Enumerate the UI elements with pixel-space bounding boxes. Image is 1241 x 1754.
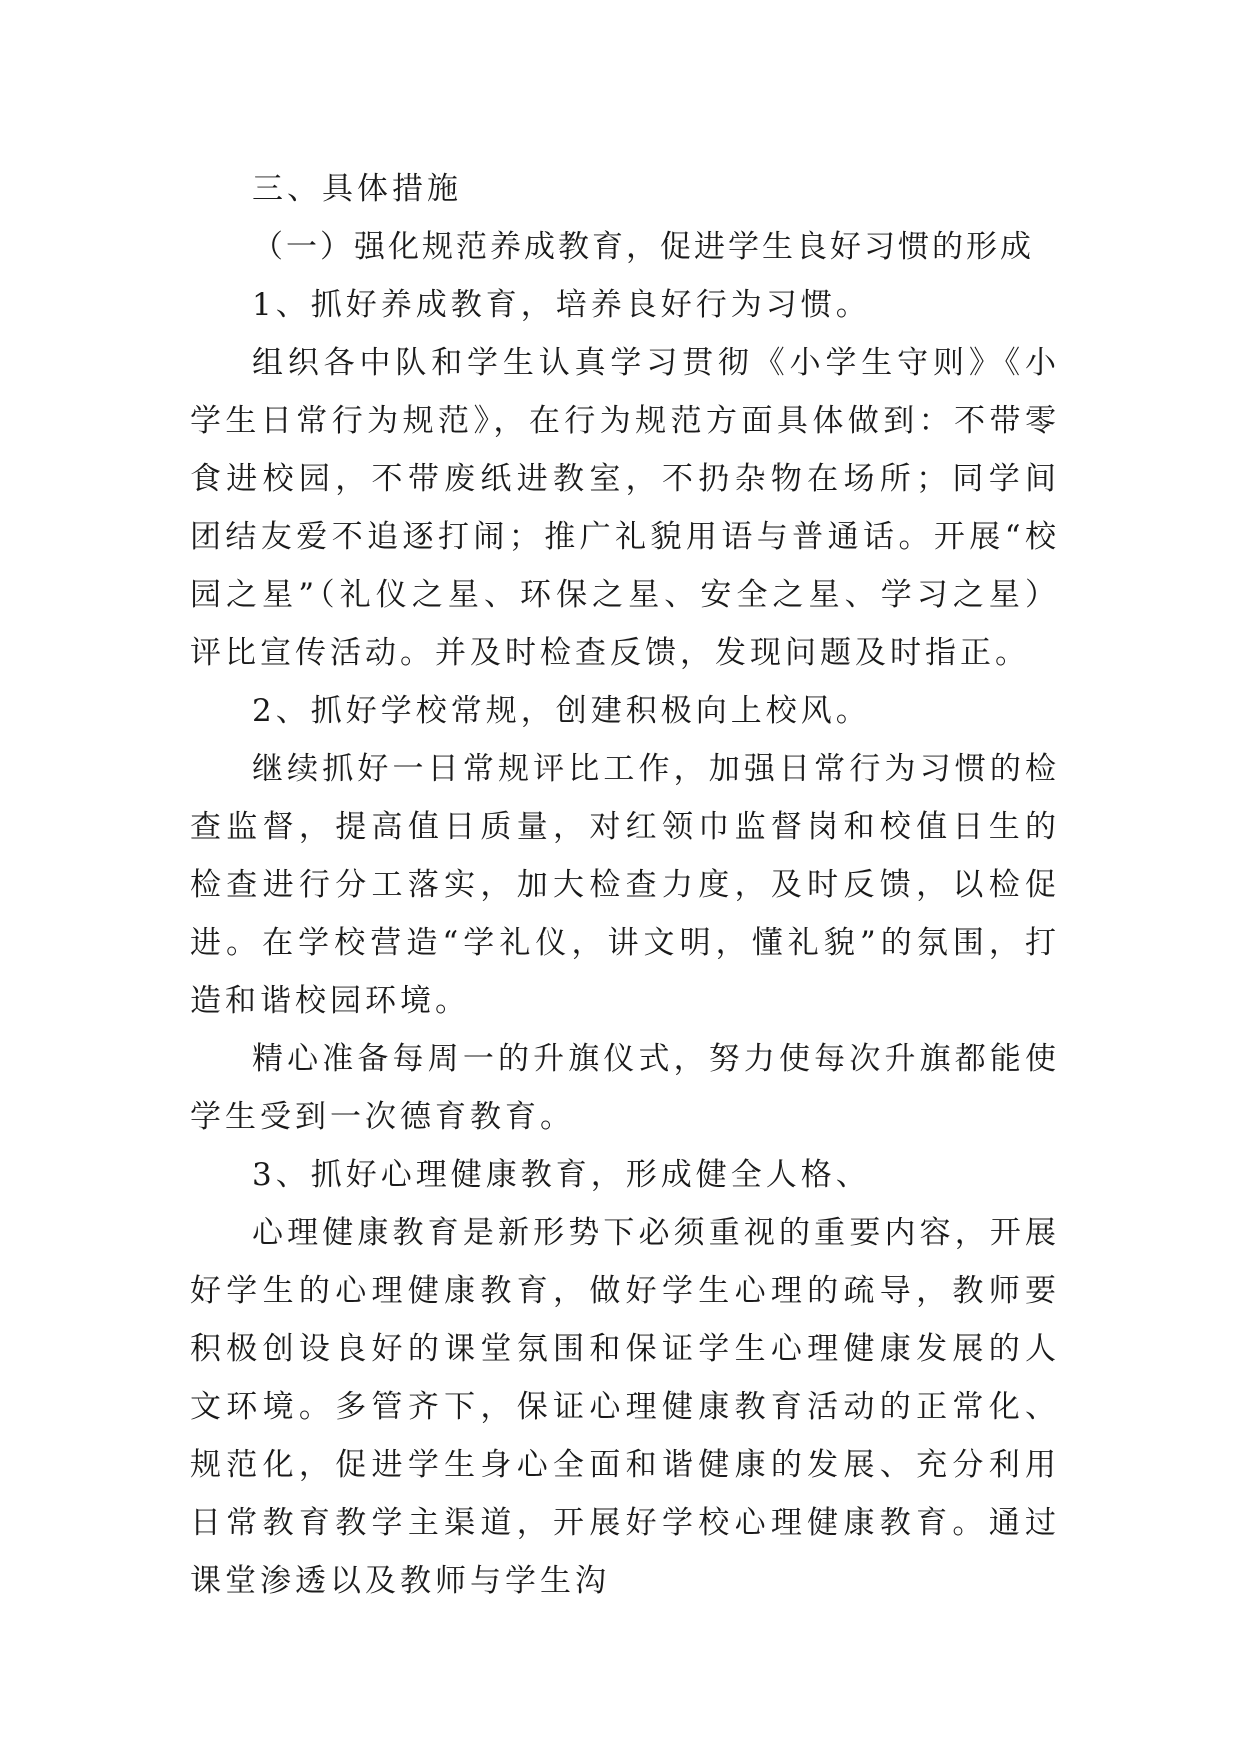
- body-paragraph: 组织各中队和学生认真学习贯彻《小学生守则》《小学生日常行为规范》，在行为规范方面具体做到：不带零食进校园，不带废纸进教室，不扔杂物在场所；同学间团结友爱不追逐打闹；推广礼貌用语与普通话。开展“校园之星”（礼仪之星、环保之星、安全之星、学习之星）评比宣传活动。并及时检查反馈，发现问题及时指正。: [190, 345, 1060, 671]
- body-paragraph: 心理健康教育是新形势下必须重视的重要内容，开展好学生的心理健康教育，做好学生心理的疏导，教师要积极创设良好的课堂氛围和保证学生心理健康发展的人文环境。多管齐下，保证心理健康教育活动的正常化、规范化，促进学生身心全面和谐健康的发展、充分利用日常教育教学主渠道，开展好学校心理健康教育。通过课堂渗透以及教师与学生沟: [190, 1215, 1060, 1599]
- item-heading: 1、抓好养成教育，培养良好行为习惯。: [252, 287, 871, 323]
- subsection-title: （一）强化规范养成教育，促进学生良好习惯的形成: [252, 229, 1034, 265]
- body-paragraph: 精心准备每周一的升旗仪式，努力使每次升旗都能使学生受到一次德育教育。: [190, 1041, 1060, 1135]
- section-title: 三、具体措施: [252, 171, 462, 207]
- item-heading: 2、抓好学校常规，创建积极向上校风。: [252, 693, 871, 729]
- body-paragraph: 继续抓好一日常规评比工作，加强日常行为习惯的检查监督，提高值日质量，对红领巾监督岗和校值日生的检查进行分工落实，加大检查力度，及时反馈，以检促进。在学校营造“学礼仪，讲文明，懂礼貌”的氛围，打造和谐校园环境。: [190, 751, 1060, 1019]
- document-body: [190, 160, 1060, 1610]
- item-heading: 3、抓好心理健康教育，形成健全人格、: [252, 1157, 871, 1193]
